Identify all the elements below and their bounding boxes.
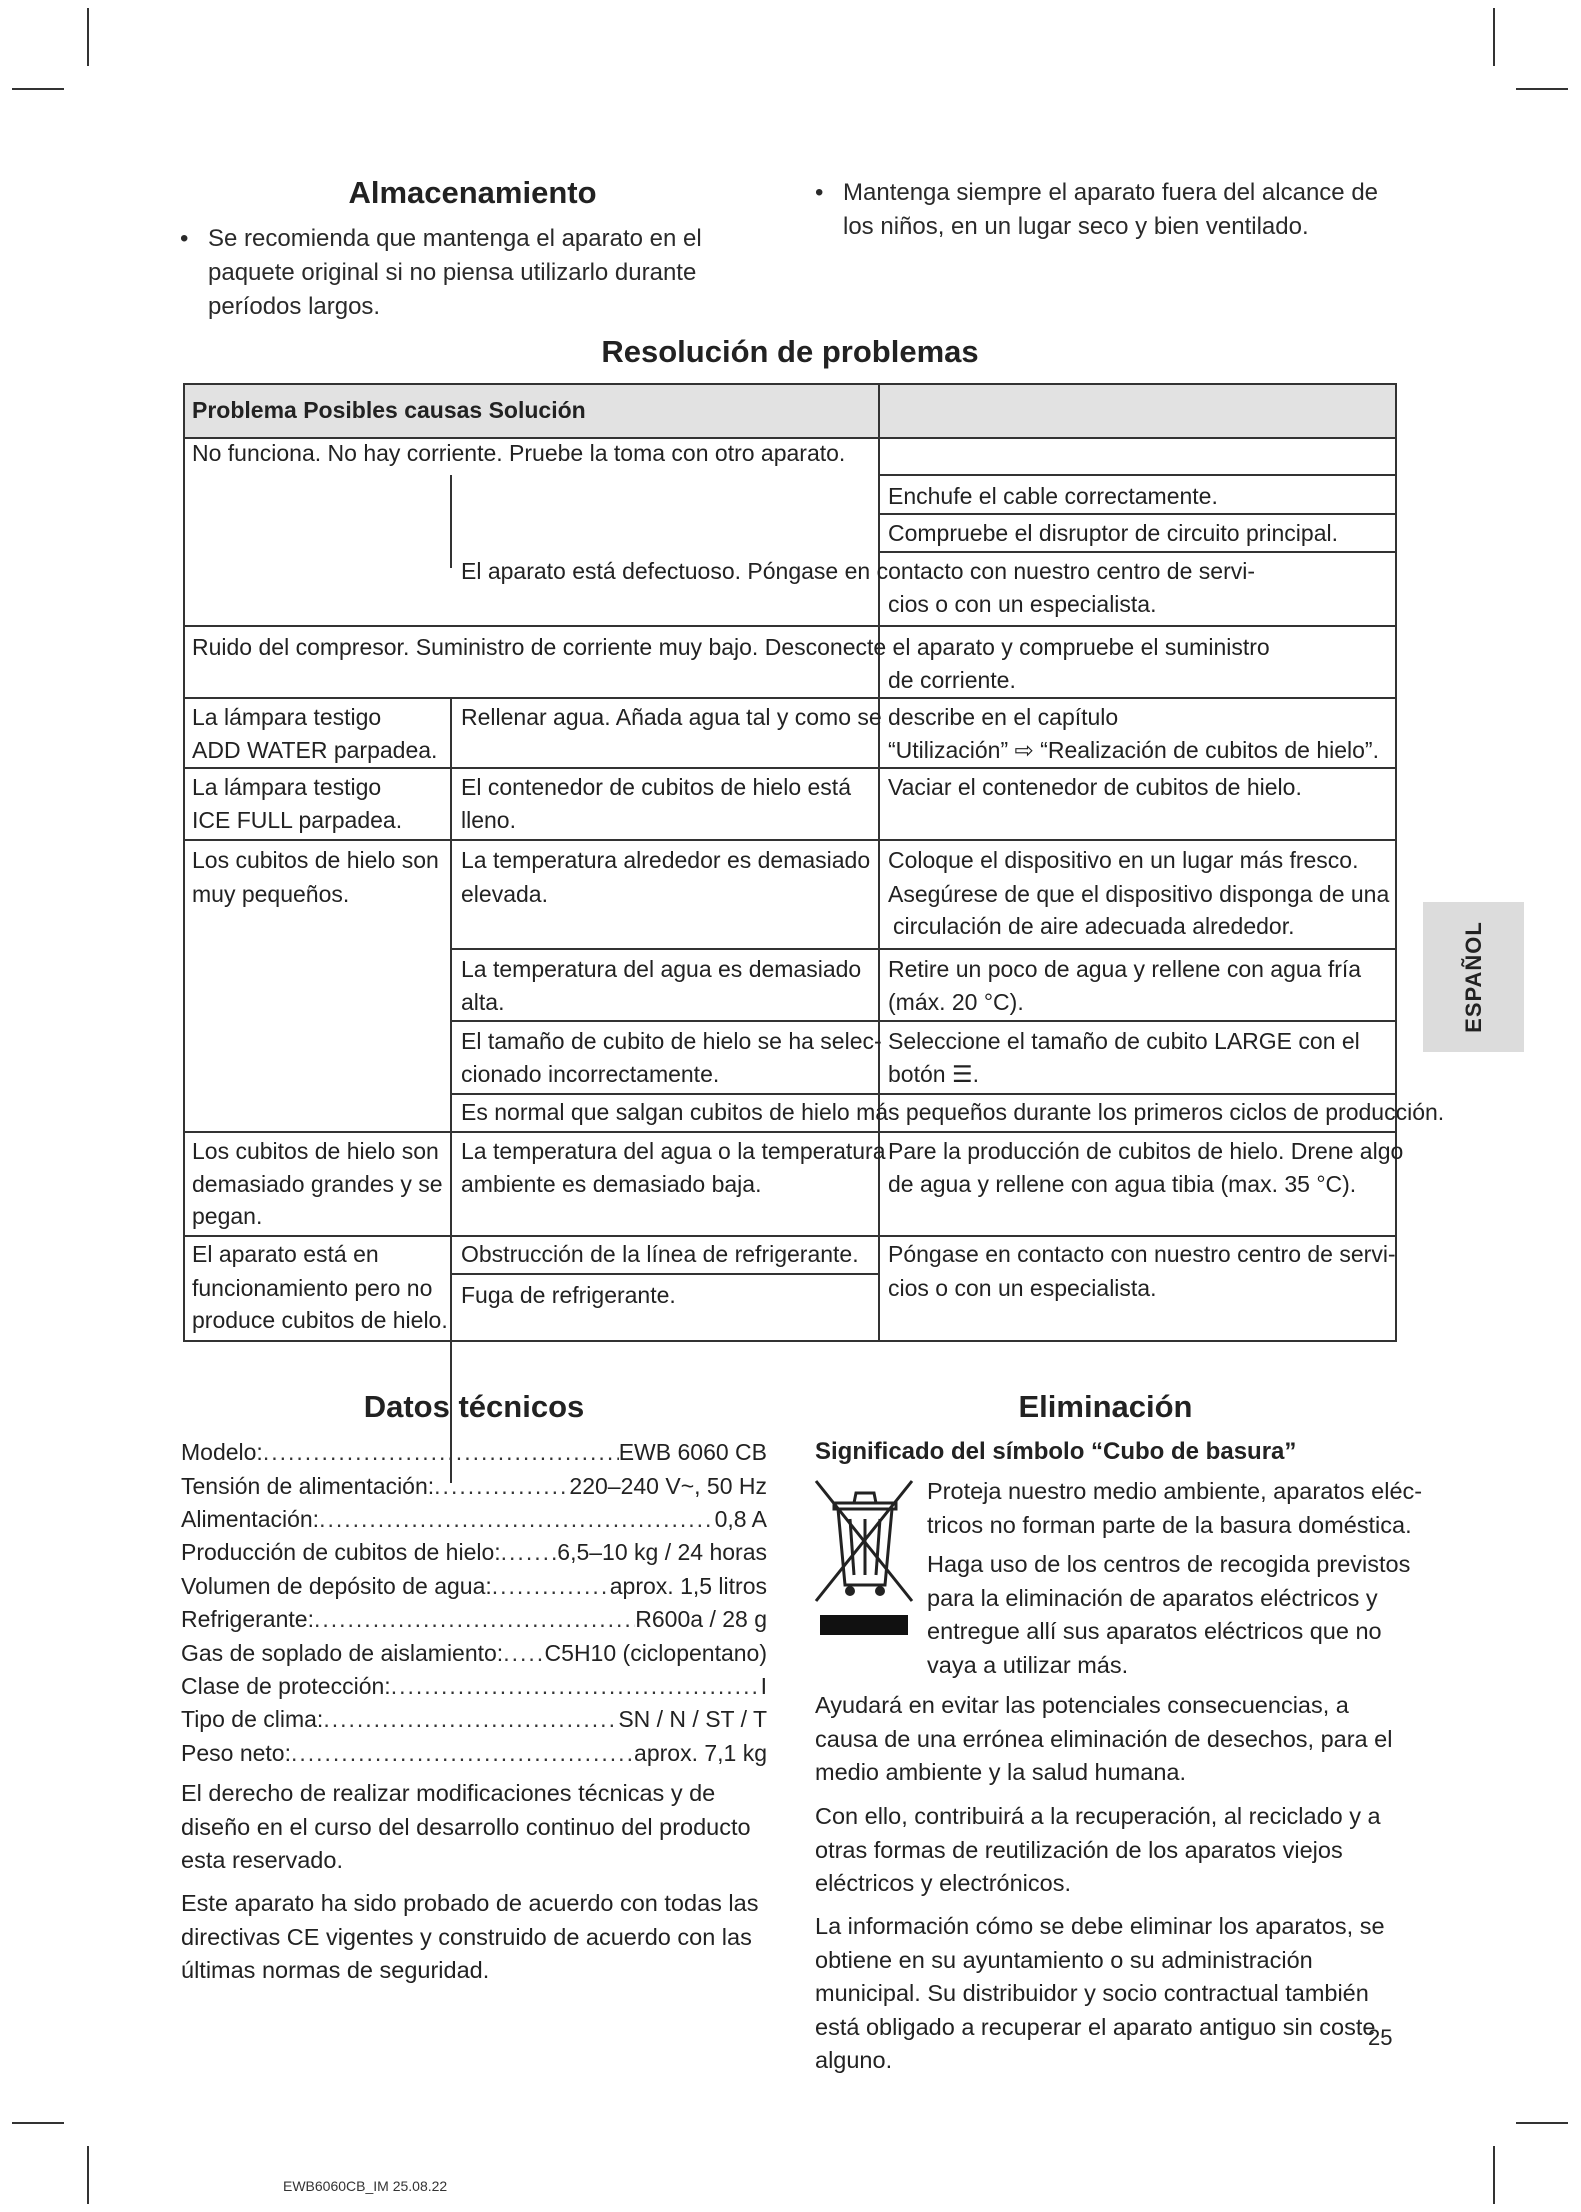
disposal-paragraph: La información cómo se debe eliminar los aparatos, se obtiene en su ayuntamiento o su administración municipal. Su distribuidor y socio contractual también está obligado a recuperar el aparato antiguo sin coste alguno. [815,1913,1385,2073]
table-divider [450,698,452,1483]
table-cell: Pare la producción de cubitos de hielo. Drene algo [888,1138,1404,1164]
spec-row [181,1602,767,1636]
disposal-line: tricos no forman parte de la basura doméstica. [927,1511,1412,1538]
crop-mark [87,8,89,66]
disposal-icon-text [927,1475,1422,1682]
disposal-line: Proteja nuestro medio ambiente, aparatos eléc- [927,1478,1423,1504]
table-cell: Los cubitos de hielo son [192,1138,439,1164]
table-divider [878,551,1395,553]
spec-value: aprox. 1,5 litros [609,1573,767,1599]
table-cell: El contenedor de cubitos de hielo está [461,774,851,800]
spec-label: Peso neto: [181,1740,291,1766]
crop-mark [1493,2146,1495,2204]
table-cell: de corriente. [888,667,1016,693]
table-cell: Compruebe el disruptor de circuito principal. [888,520,1338,546]
footer-code: EWB6060CB_IM 25.08.22 [283,2178,448,2194]
table-cell: de agua y rellene con agua tibia (max. 35 °C). [888,1171,1357,1197]
storage-bullet: • Se recomienda que mantenga el aparato en el paquete original si no piensa utilizarlo durante períodos largos. [180,222,780,324]
spec-value: SN / N / ST / T [618,1706,767,1732]
table-cell: cios o con un especialista. [888,591,1157,617]
table-divider [878,474,1395,476]
tech-paragraph: El derecho de realizar modificaciones técnicas y de diseño en el curso del desarrollo continuo del producto esta reservado. [181,1780,751,1873]
table-cell: Póngase en contacto con nuestro centro de servi- [888,1241,1396,1267]
spec-value: C5H10 (ciclopentano) [544,1640,767,1666]
table-cell: El aparato está defectuoso. Póngase en contacto con nuestro centro de servi- [461,558,1255,584]
table-cell: La temperatura alrededor es demasiado [461,847,871,873]
spec-label: Producción de cubitos de hielo: [181,1539,501,1565]
spec-row [181,1435,767,1469]
spec-label: Volumen de depósito de agua: [181,1573,492,1599]
spec-value: EWB 6060 CB [618,1439,767,1465]
spec-row [181,1636,767,1670]
table-header-text: Problema Posibles causas Solución [192,397,586,423]
table-divider [450,948,1395,950]
disposal-line: Haga uso de los centros de recogida previstos [927,1551,1411,1577]
table-cell: Coloque el dispositivo en un lugar más fresco. [888,847,1359,873]
disposal-paragraph: Ayudará en evitar las potenciales consecuencias, a causa de una errónea eliminación de desechos, para el medio ambiente y la salud humana. [815,1692,1393,1785]
spec-label: Tensión de alimentación: [181,1473,435,1499]
table-divider [185,625,1395,627]
crop-mark [1516,2122,1568,2124]
table-cell: elevada. [461,881,548,907]
table-cell: La lámpara testigo [192,774,382,800]
storage-bullet-text: Mantenga siempre el aparato fuera del alcance de los niños, en un lugar seco y bien ventilado. [843,179,1379,240]
disposal-subtitle: Significado del símbolo “Cubo de basura” [815,1438,1297,1465]
spec-row [181,1669,767,1703]
table-cell: Rellenar agua. Añada agua tal y como se describe en el capítulo [461,704,1119,730]
table-cell: Los cubitos de hielo son [192,847,439,873]
table-divider [185,839,1395,841]
table-cell: La temperatura del agua es demasiado [461,956,862,982]
table-divider [185,1235,1395,1237]
table-divider [450,1020,1395,1022]
language-tab [1423,902,1524,1052]
table-divider [185,767,1395,769]
table-cell: La lámpara testigo [192,704,382,730]
storage-title: Almacenamiento [348,175,597,210]
table-divider [185,697,1395,699]
table-cell: Asegúrese de que el dispositivo disponga de una [888,881,1390,907]
table-cell: Es normal que salgan cubitos de hielo más pequeños durante los primeros ciclos de producción. [461,1099,1445,1125]
crop-mark [1516,88,1568,90]
spec-row [181,1469,767,1503]
crossed-bin-icon [812,1475,916,1637]
spec-label: Refrigerante: [181,1606,314,1632]
spec-label: Modelo: [181,1439,263,1465]
troubleshooting-title: Resolución de problemas [601,334,979,369]
table-cell: El tamaño de cubito de hielo se ha selec- [461,1028,882,1054]
disposal-line: vaya a utilizar más. [927,1651,1129,1678]
table-cell: ambiente es demasiado baja. [461,1171,762,1197]
table-cell: No funciona. No hay corriente. Pruebe la toma con otro aparato. [192,440,846,466]
crop-mark [87,2146,89,2204]
disposal-title: Eliminación [1018,1389,1193,1424]
page-number: 25 [1368,2025,1393,2050]
spec-label: Clase de protección: [181,1673,391,1699]
table-divider [450,475,452,568]
table-cell: lleno. [461,807,516,833]
table-cell: La temperatura del agua o la temperatura [461,1138,886,1164]
disposal-paragraph: Con ello, contribuirá a la recuperación, al reciclado y a otras formas de reutilización de los aparatos viejos eléctricos y electrónicos. [815,1803,1381,1896]
spec-label: Tipo de clima: [181,1706,324,1732]
table-cell: cionado incorrectamente. [461,1061,720,1087]
spec-row [181,1569,767,1603]
language-tab-label: ESPAÑOL [1460,921,1486,1033]
disposal-line: entregue allí sus aparatos eléctricos que no [927,1618,1382,1644]
spec-value: 0,8 A [714,1506,767,1532]
spec-label: Gas de soplado de aislamiento: [181,1640,504,1666]
crop-mark [1493,8,1495,66]
spec-row [181,1736,767,1770]
crop-mark [12,2122,64,2124]
table-cell: muy pequeños. [192,881,350,907]
tech-paragraph: Este aparato ha sido probado de acuerdo con todas las directivas CE vigentes y construido de acuerdo con las últimas normas de seguridad. [181,1890,759,1983]
table-divider [878,513,1395,515]
table-cell: pegan. [192,1203,263,1229]
disposal-line: para la eliminación de aparatos eléctricos y [927,1584,1378,1611]
spec-value: aprox. 7,1 kg [634,1740,767,1766]
table-cell: alta. [461,989,505,1015]
table-cell: circulación de aire adecuada alrededor. [893,913,1295,939]
table-cell: Ruido del compresor. Suministro de corriente muy bajo. Desconecte el aparato y compruebe el suministro [192,634,1270,660]
table-cell: ICE FULL parpadea. [192,807,403,833]
crop-mark [12,88,64,90]
table-cell: Retire un poco de agua y rellene con agua fría [888,956,1362,982]
table-cell: “Utilización” ⇨ “Realización de cubitos de hielo”. [888,737,1379,763]
table-cell: botón ☰. [888,1061,979,1087]
table-cell: Vaciar el contenedor de cubitos de hielo. [888,774,1302,800]
table-cell: cios o con un especialista. [888,1275,1157,1301]
table-cell: (máx. 20 °C). [888,989,1024,1015]
table-cell: El aparato está en [192,1241,379,1267]
table-divider [450,1093,1395,1095]
table-divider [185,1131,1395,1133]
table-cell: funcionamiento pero no [192,1275,433,1301]
troubleshooting-table [183,383,1445,1342]
table-cell: produce cubitos de hielo. [192,1307,448,1333]
table-cell: Fuga de refrigerante. [461,1282,676,1308]
storage-bullet-text: Se recomienda que mantenga el aparato en el paquete original si no piensa utilizarlo durante períodos largos. [208,225,702,320]
table-cell: Obstrucción de la línea de refrigerante. [461,1241,859,1267]
spec-row [181,1535,767,1569]
spec-value: I [760,1673,767,1699]
storage-bullet: • Mantenga siempre el aparato fuera del alcance de los niños, en un lugar seco y bien ventilado. [815,176,1415,244]
table-cell: Enchufe el cable correctamente. [888,483,1218,509]
tech-title: Datos técnicos [363,1389,585,1424]
spec-value: 220–240 V~, 50 Hz [569,1473,767,1499]
spec-row [181,1502,767,1536]
spec-label: Alimentación: [181,1506,320,1532]
table-divider [450,1273,878,1275]
spec-value: R600a / 28 g [635,1606,767,1632]
table-divider [878,385,880,1340]
spec-value: 6,5–10 kg / 24 horas [557,1539,767,1565]
spec-row [181,1702,767,1736]
table-cell: demasiado grandes y se [192,1171,443,1197]
table-cell: Seleccione el tamaño de cubito LARGE con el [888,1028,1360,1054]
table-cell: ADD WATER parpadea. [192,737,438,763]
